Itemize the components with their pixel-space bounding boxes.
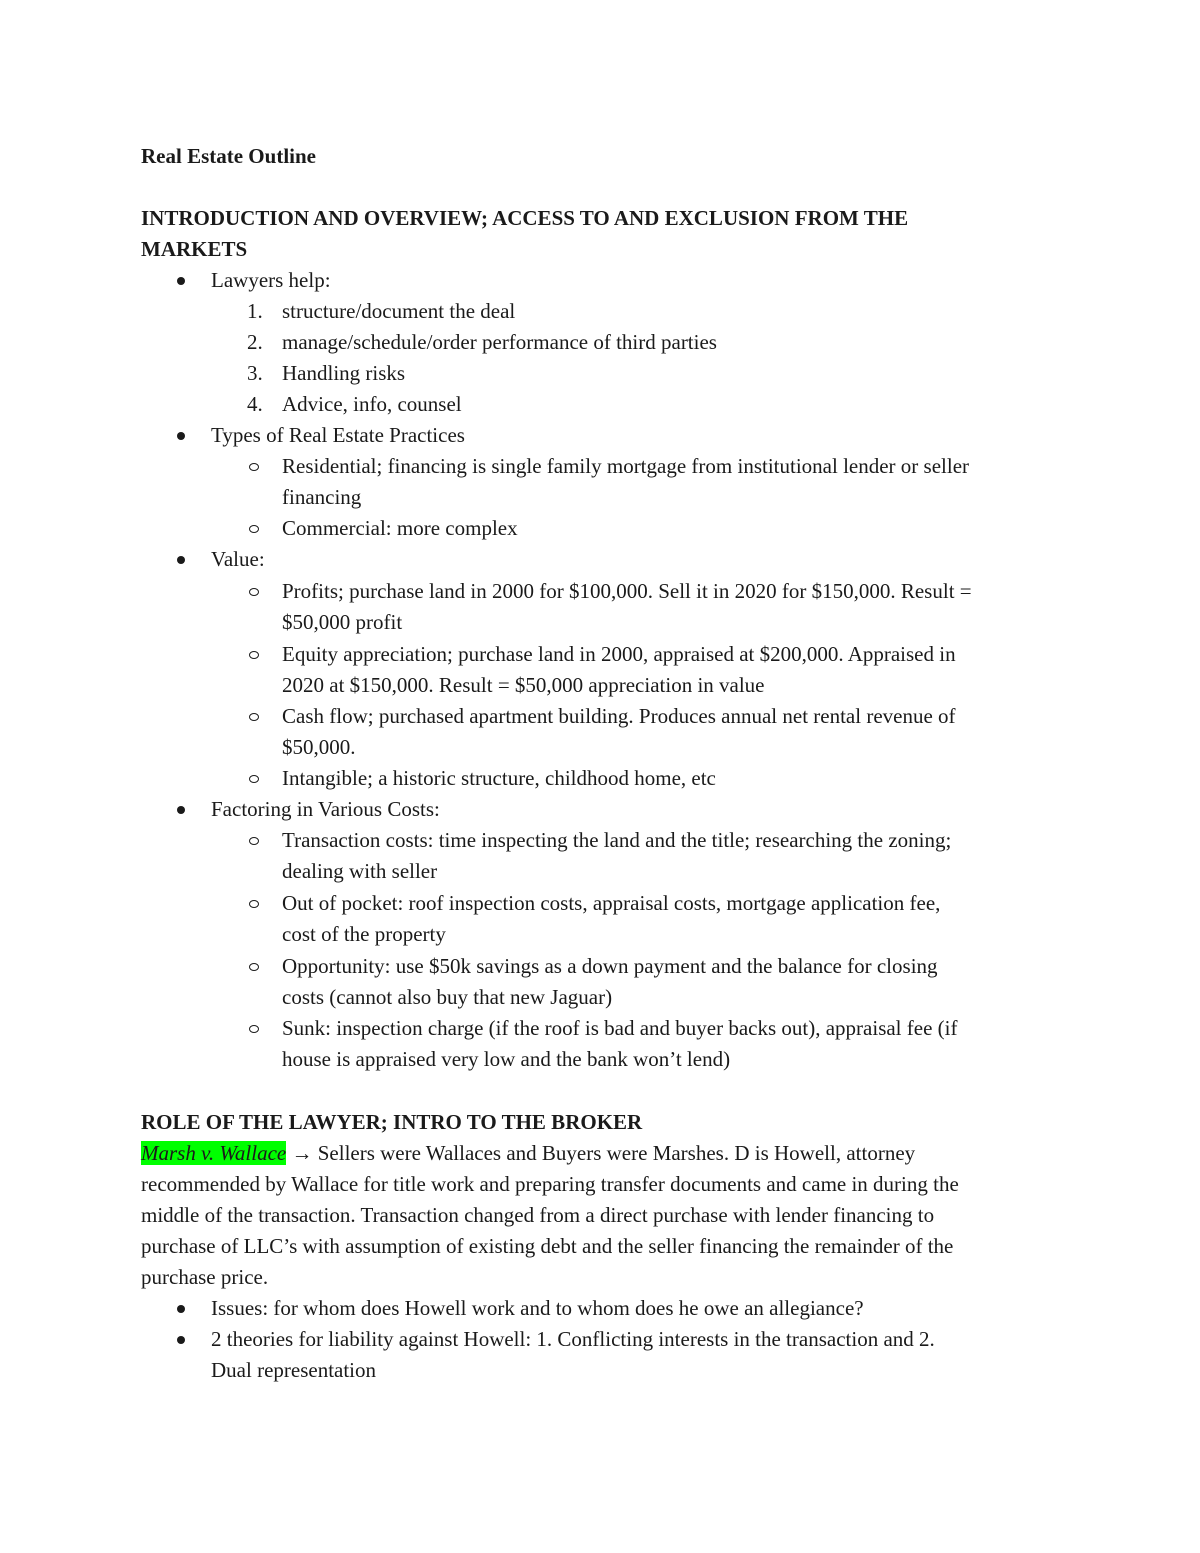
bullet-dot-icon xyxy=(177,1305,185,1313)
document-title: Real Estate Outline xyxy=(141,144,316,168)
sub-item-line: cost of the property xyxy=(282,922,446,946)
section-heading-role-of-lawyer: ROLE OF THE LAWYER; INTRO TO THE BROKER xyxy=(141,1110,643,1134)
bullet-costs: Factoring in Various Costs: xyxy=(211,797,440,821)
sub-item-line: 2020 at $150,000. Result = $50,000 appreciation in value xyxy=(282,673,765,697)
case-paragraph-line: recommended by Wallace for title work and preparing transfer documents and came in during the xyxy=(141,1172,959,1196)
bullet-lawyers-help: Lawyers help: xyxy=(211,268,331,292)
bullet-dot-icon xyxy=(177,556,185,564)
section-heading-intro-line2: MARKETS xyxy=(141,237,248,261)
case-paragraph-line: middle of the transaction. Transaction changed from a direct purchase with lender financing to xyxy=(141,1203,935,1227)
bullet-dot-icon xyxy=(177,1336,185,1344)
list-item: Advice, info, counsel xyxy=(282,392,462,416)
bullet-theories-line1: 2 theories for liability against Howell: 1. Conflicting interests in the transaction and 2. xyxy=(211,1327,935,1351)
case-paragraph-line1 xyxy=(141,1140,915,1166)
sub-bullet-circle-icon xyxy=(249,837,259,845)
sub-bullet-circle-icon xyxy=(249,775,259,783)
case-paragraph-line: purchase of LLC’s with assumption of existing debt and the seller financing the remainder of the xyxy=(141,1234,954,1258)
sub-item-line: house is appraised very low and the bank won’t lend) xyxy=(282,1047,731,1071)
list-item: manage/schedule/order performance of third parties xyxy=(282,330,717,354)
sub-bullet-circle-icon xyxy=(249,463,259,471)
sub-item-line: financing xyxy=(282,485,362,509)
bullet-theories-line2: Dual representation xyxy=(211,1358,377,1382)
sub-bullet-circle-icon xyxy=(249,588,259,596)
sub-item-line: Profits; purchase land in 2000 for $100,000. Sell it in 2020 for $150,000. Result = xyxy=(282,579,972,603)
list-number: 1. xyxy=(247,299,263,323)
case-paragraph-line: purchase price. xyxy=(141,1265,269,1289)
sub-item-line: Out of pocket: roof inspection costs, appraisal costs, mortgage application fee, xyxy=(282,891,941,915)
bullet-value: Value: xyxy=(211,547,265,571)
bullet-issues: Issues: for whom does Howell work and to whom does he owe an allegiance? xyxy=(211,1296,864,1320)
list-number: 3. xyxy=(247,361,263,385)
sub-bullet-circle-icon xyxy=(249,963,259,971)
section-heading-intro-line1: INTRODUCTION AND OVERVIEW; ACCESS TO AND EXCLUSION FROM THE xyxy=(141,206,909,230)
sub-item-line: $50,000 profit xyxy=(282,610,403,634)
list-item: Handling risks xyxy=(282,361,406,385)
sub-bullet-circle-icon xyxy=(249,713,259,721)
sub-item-line: Intangible; a historic structure, childhood home, etc xyxy=(282,766,716,790)
sub-item-line: Sunk: inspection charge (if the roof is bad and buyer backs out), appraisal fee (if xyxy=(282,1016,958,1040)
bullet-dot-icon xyxy=(177,432,185,440)
bullet-dot-icon xyxy=(177,806,185,814)
case-paragraph-text: → Sellers were Wallaces and Buyers were Marshes. D is Howell, attorney xyxy=(286,1141,916,1165)
sub-item-line: $50,000. xyxy=(282,735,356,759)
sub-bullet-circle-icon xyxy=(249,651,259,659)
sub-item-line: Equity appreciation; purchase land in 2000, appraised at $200,000. Appraised in xyxy=(282,642,956,666)
bullet-dot-icon xyxy=(177,277,185,285)
bullet-practice-types: Types of Real Estate Practices xyxy=(211,423,465,447)
sub-item-line: Residential; financing is single family mortgage from institutional lender or seller xyxy=(282,454,970,478)
list-item: structure/document the deal xyxy=(282,299,516,323)
sub-item-line: costs (cannot also buy that new Jaguar) xyxy=(282,985,613,1009)
case-name-highlight: Marsh v. Wallace xyxy=(141,1141,287,1165)
sub-item-line: Transaction costs: time inspecting the land and the title; researching the zoning; xyxy=(282,828,952,852)
sub-item-line: Cash flow; purchased apartment building. Produces annual net rental revenue of xyxy=(282,704,956,728)
list-number: 2. xyxy=(247,330,263,354)
sub-item-line: Opportunity: use $50k savings as a down payment and the balance for closing xyxy=(282,954,938,978)
sub-item-line: dealing with seller xyxy=(282,859,438,883)
sub-bullet-circle-icon xyxy=(249,900,259,908)
list-number: 4. xyxy=(247,392,263,416)
sub-bullet-circle-icon xyxy=(249,1025,259,1033)
sub-item-line: Commercial: more complex xyxy=(282,516,518,540)
sub-bullet-circle-icon xyxy=(249,525,259,533)
